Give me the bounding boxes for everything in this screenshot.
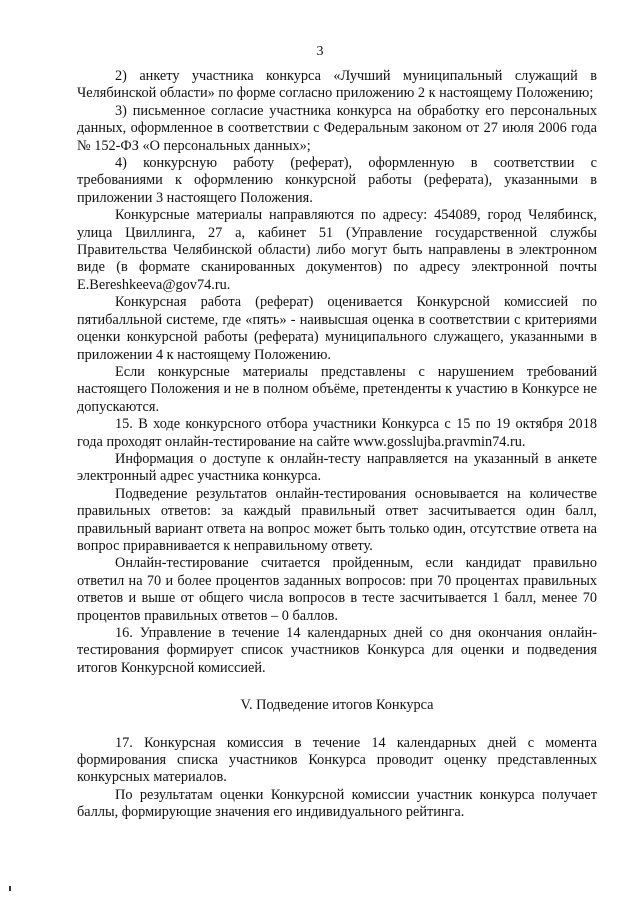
paragraph-consent: 3) письменное согласие участника конкурса на обработку его персональных данных, оформленное в соответствии с Федеральным законом от 27 июля 2006 года № 152-ФЗ «О персональных данных»; <box>77 102 597 154</box>
paragraph-rating: По результатам оценки Конкурсной комиссии участник конкурса получает баллы, формирующие значения его индивидуального рейтинга. <box>77 786 597 821</box>
paragraph-address: Конкурсные материалы направляются по адресу: 454089, город Челябинск, улица Цвиллинга, 27 а, кабинет 51 (Управление государственной службы Правительства Челябинской области) либо могут быть направлены в электронном виде (в формате сканированных документов) по адресу электронной почты E.Bereshkeeva@gov74.ru. <box>77 207 597 293</box>
paragraph-item-15: 15. В ходе конкурсного отбора участники Конкурса с 15 по 19 октября 2018 года проходят онлайн-тестирование на сайте www.gosslujba.pravmin74.ru. <box>77 416 597 450</box>
paragraph-evaluation: Конкурсная работа (реферат) оценивается Конкурсной комиссией по пятибалльной системе, где «пять» - наивысшая оценка в соответствии с критериями оценки конкурсной работы (реферата) муниципального служащего, указанными в приложении 4 к настоящему Положению. <box>77 294 597 363</box>
document-body <box>77 68 597 822</box>
paragraph-violations: Если конкурсные материалы представлены с нарушением требований настоящего Положения и не в полном объёме, претенденты к участию в Конкурсе не допускаются. <box>77 363 597 415</box>
section-heading: V. Подведение итогов Конкурса <box>240 697 434 714</box>
paragraph-test-access: Информация о доступе к онлайн-тесту направляется на указанный в анкете электронный адрес участника конкурса. <box>77 450 597 485</box>
scan-artifact <box>9 886 11 891</box>
page-number: 3 <box>316 44 324 59</box>
paragraph-essay: 4) конкурсную работу (реферат), оформленную в соответствии с требованиями к оформлению конкурсной работы (реферата), указанными в приложении 3 настоящего Положения. <box>77 155 597 206</box>
paragraph-item-17: 17. Конкурсная комиссия в течение 14 календарных дней с момента формирования списка участников Конкурса проводит оценку представленных конкурсных материалов. <box>77 734 597 786</box>
paragraph-test-results: Подведение результатов онлайн-тестирования основывается на количестве правильных ответов: за каждый правильный ответ засчитывается один балл, правильный вариант ответа на вопрос может быть только один, отсутствие ответа на вопрос приравнивается к неправильному ответу. <box>77 485 597 554</box>
paragraph-item-16: 16. Управление в течение 14 календарных дней со дня окончания онлайн-тестирования формирует список участников Конкурса для оценки и подведения итогов Конкурсной комиссией. <box>77 625 597 676</box>
paragraph-application-2: 2) анкету участника конкурса «Лучший муниципальный служащий в Челябинской области» по форме согласно приложению 2 к настоящему Положению; <box>77 68 597 102</box>
paragraph-test-passed: Онлайн-тестирование считается пройденным, если кандидат правильно ответил на 70 и более процентов заданных вопросов: при 70 процентах правильных ответов и выше от общего числа вопросов в тесте засчитывается 1 балл, менее 70 процентов правильных ответов – 0 баллов. <box>77 555 597 624</box>
